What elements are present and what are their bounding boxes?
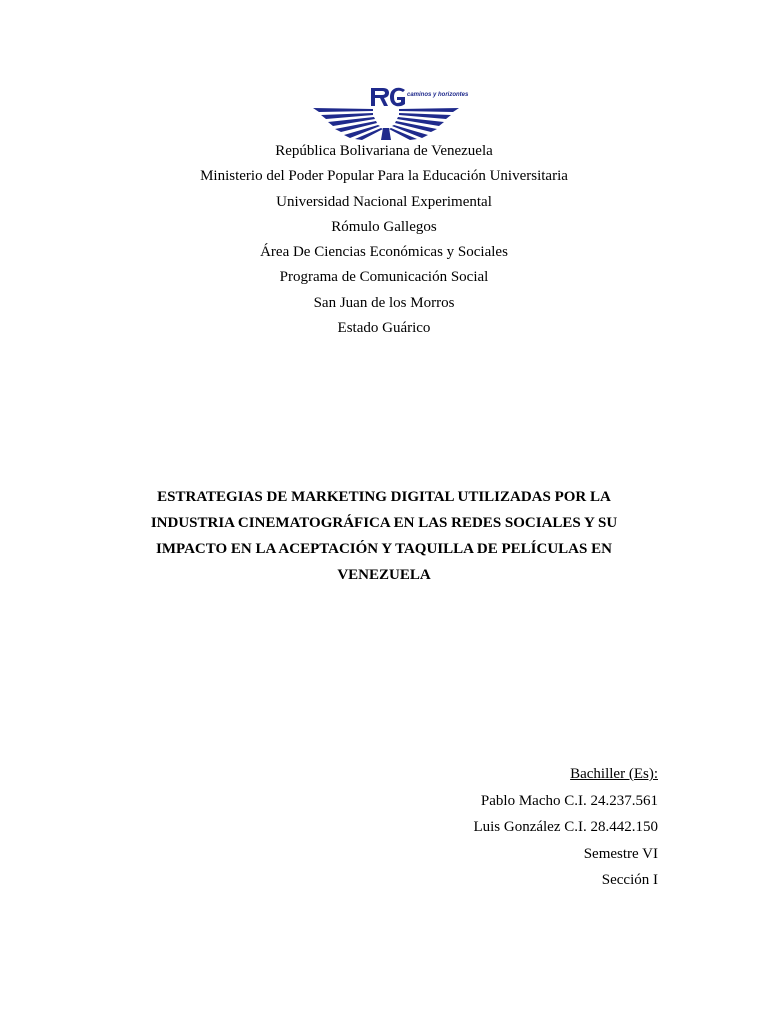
- document-title: ESTRATEGIAS DE MARKETING DIGITAL UTILIZADAS POR LA INDUSTRIA CINEMATOGRÁFICA EN LAS REDES SOCIALES Y SU IMPACTO EN LA ACEPTACIÓN Y TAQUILLA DE PELÍCULAS EN VENEZUELA: [150, 489, 618, 583]
- header-line: República Bolivariana de Venezuela: [275, 143, 493, 159]
- university-logo: [313, 84, 469, 140]
- header-line: Estado Guárico: [337, 320, 431, 337]
- header-line: San Juan de los Morros: [313, 294, 455, 311]
- header-line: Universidad Nacional Experimental: [276, 193, 492, 210]
- authors-block: [473, 764, 658, 897]
- institution-header: [0, 141, 768, 343]
- header-line: Programa de Comunicación Social: [279, 269, 489, 286]
- section-line: Sección I: [601, 872, 658, 888]
- author-line: Pablo Macho C.I. 24.237.561: [480, 792, 658, 809]
- authors-heading: Bachiller (Es):: [570, 766, 658, 782]
- header-line: Área De Ciencias Económicas y Sociales: [260, 244, 508, 261]
- semester-line: Semestre VI: [583, 845, 658, 862]
- author-line: Luis González C.I. 28.442.150: [473, 819, 658, 835]
- header-line: Rómulo Gallegos: [331, 218, 437, 235]
- logo-tagline: caminos y horizontes: [407, 92, 469, 98]
- header-line: Ministerio del Poder Popular Para la Educación Universitaria: [200, 168, 568, 185]
